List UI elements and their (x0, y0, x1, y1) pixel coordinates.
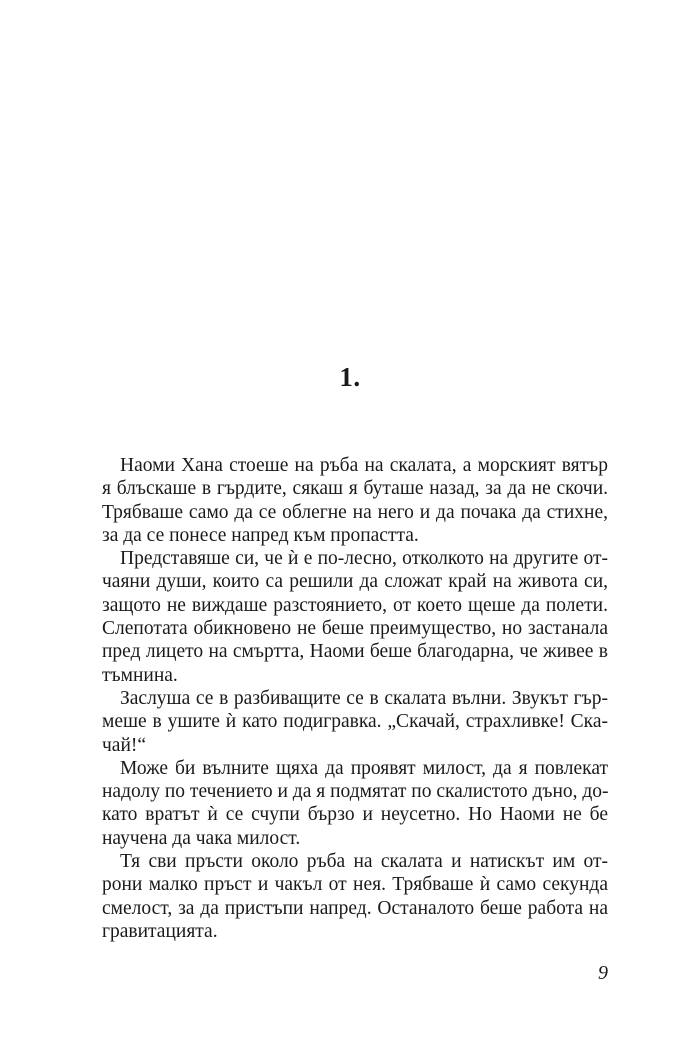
text-line: пред лицето на смъртта, Наоми беше благодарна, че живее в (102, 641, 608, 663)
page-number: 9 (598, 962, 608, 984)
text-line: като вратът ѝ се счупи бързо и неусетно. Но Наоми не бе (102, 804, 608, 826)
text-line: я блъскаше в гърдите, сякаш я буташе назад, за да не скочи. (102, 478, 608, 500)
text-line: Трябваше само да се облегне на него и да почака да стихне, (102, 501, 608, 523)
text-line: смелост, за да пристъпи напред. Останалото беше работа на (102, 897, 608, 919)
text-line: Представяше си, че ѝ е по-лесно, отколкото на другите от- (120, 548, 608, 570)
text-line: Заслуша се в разбиващите се в скалата вълни. Звукът гър- (120, 687, 608, 709)
paragraph (102, 757, 608, 850)
text-line: защото не виждаше разстоянието, от което щеше да полети. (102, 594, 608, 616)
paragraph (102, 687, 608, 757)
text-line: Слепотата обикновено не беше преимущество, но застанала (102, 618, 608, 640)
paragraph (102, 454, 608, 547)
text-line: тъмнина. (102, 664, 178, 686)
text-line: научена да чака милост. (102, 827, 301, 849)
text-line: за да се понесе напред към пропастта. (102, 524, 419, 546)
text-line: гравитацията. (102, 920, 218, 942)
text-line: надолу по течението и да я подмятат по скалистото дъно, до- (102, 781, 609, 803)
text-line: чай!“ (102, 734, 147, 756)
chapter-number: 1. (339, 362, 361, 392)
body-text (102, 454, 608, 943)
paragraph (102, 850, 608, 943)
text-line: чаяни души, които са решили да сложат край на живота си, (102, 571, 608, 593)
text-line: Наоми Хана стоеше на ръба на скалата, а морският вятър (120, 455, 608, 476)
text-line: рони малко пръст и чакъл от нея. Трябваше ѝ само секунда (102, 874, 608, 896)
text-line: Може би вълните щяха да проявят милост, да я повлекат (120, 757, 608, 779)
paragraph (102, 547, 608, 687)
text-line: меше в ушите ѝ като подигравка. „Скачай, страхливке! Ска- (102, 711, 608, 733)
text-line: Тя сви пръсти около ръба на скалата и натискът им от- (120, 851, 608, 873)
